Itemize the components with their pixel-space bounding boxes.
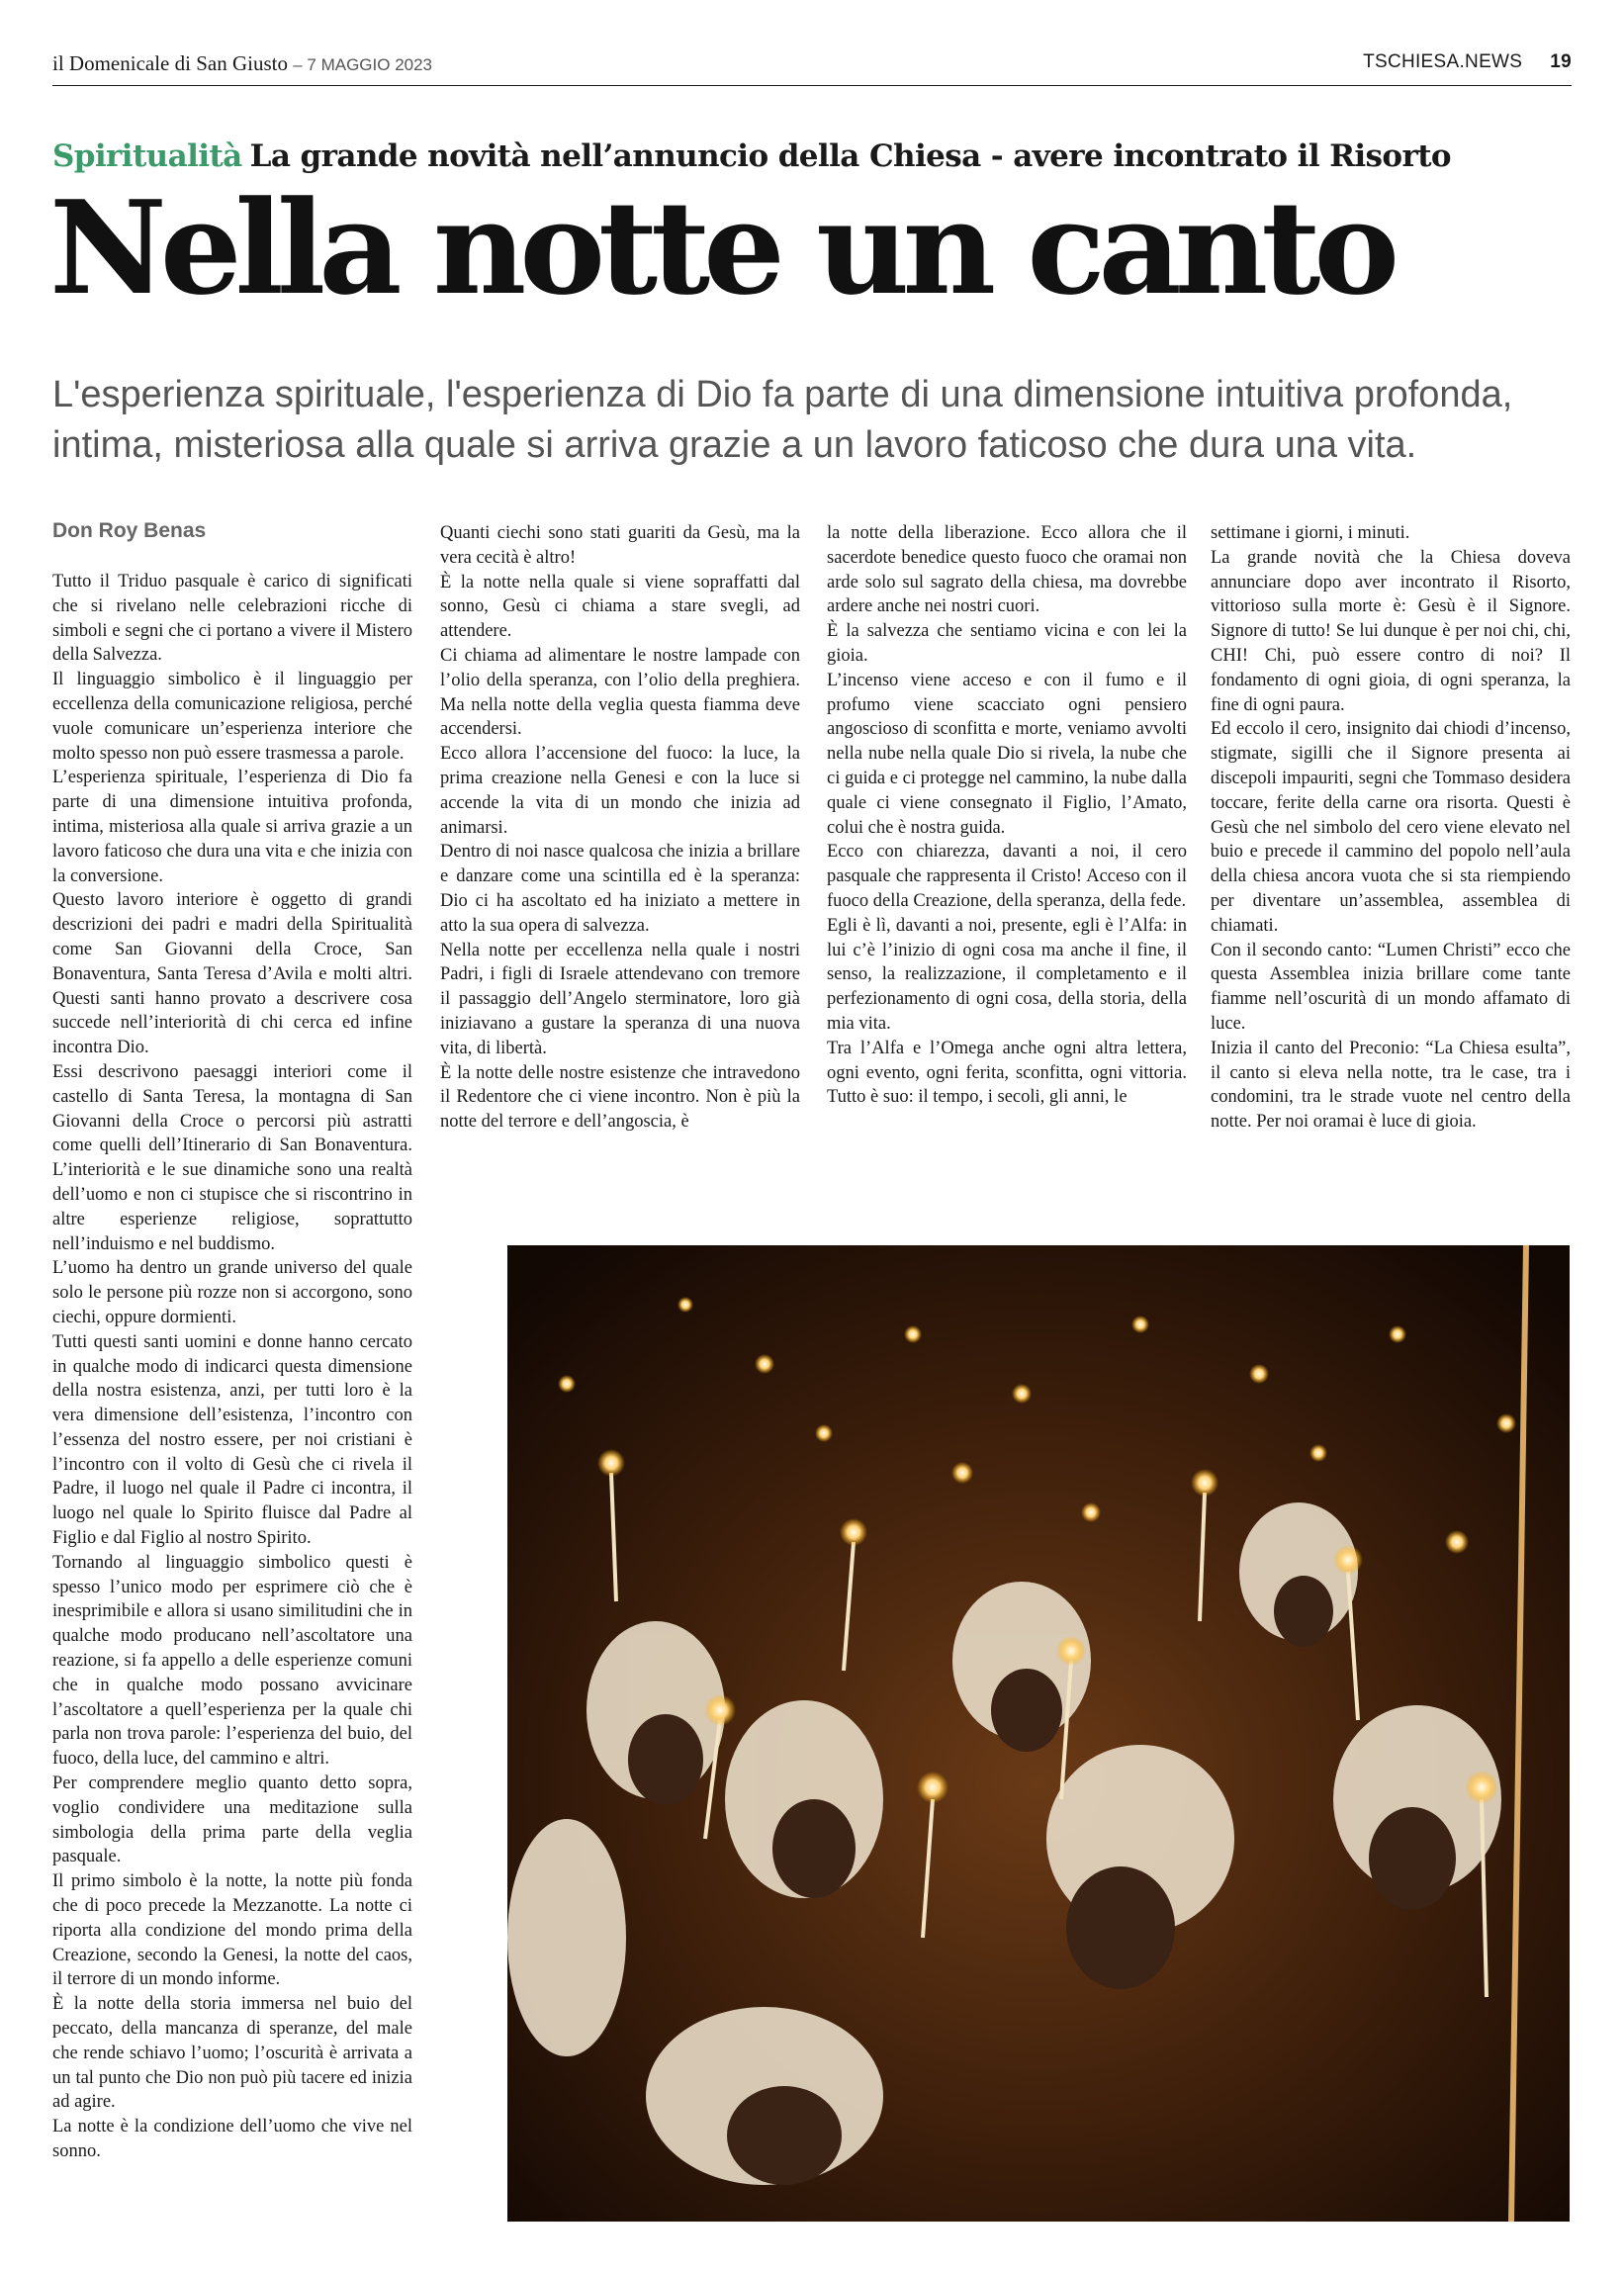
standfirst-line: L'esperienza spirituale, l'esperienza di Dio fa parte di una dimensione intuitiva profonda,	[52, 374, 1513, 415]
section-rubric: Spiritualità	[52, 138, 242, 174]
paragraph: Tutto il Triduo pasquale è carico di significati che si rivelano nelle celebrazioni ricche di simboli e segni che ci portano a vivere il Mistero della Salvezza.	[52, 572, 412, 666]
running-head	[52, 45, 1572, 86]
standfirst-line: intima, misteriosa alla quale si arriva grazie a un lavoro faticoso che dura una vita.	[52, 424, 1417, 466]
text-column-3	[827, 521, 1187, 1110]
paragraph: È la salvezza che sentiamo vicina e con lei la gioia.	[827, 621, 1187, 666]
paragraph: Ci chiama ad alimentare le nostre lampade con l’olio della speranza, con l’olio della preghiera. Ma nella notte della veglia questa fiamma deve accendersi.	[440, 645, 800, 740]
paragraph: È la notte delle nostre esistenze che intravedono il Redentore che ci viene incontro. Non è più la notte del terrore e dell’angoscia, è	[440, 1062, 800, 1133]
paragraph: L’esperienza spirituale, l’esperienza di Dio fa parte di una dimensione intuitiva profonda, intima, misteriosa alla quale si arriva grazie a un lavoro faticoso che dura una vita e che inizia con la conversione.	[52, 768, 412, 886]
candlelight-vigil-photo	[507, 1245, 1570, 2222]
site-name: TSCHIESA.NEWS	[1363, 51, 1523, 72]
paragraph: Per comprendere meglio quanto detto sopra, voglio condividere una meditazione sulla simbologia della prima parte della veglia pasquale.	[52, 1773, 412, 1867]
paragraph: Questo lavoro interiore è oggetto di grandi descrizioni dei padri e madri della Spiritualità come San Giovanni della Croce, San Bonaventura, Santa Teresa d’Avila e molti altri. Questi santi hanno provato a descrivere cosa succede nell’interiorità di chi cerca ed infine incontra Dio.	[52, 890, 412, 1058]
paragraph: L’incenso viene acceso e con il fumo e il profumo viene scacciato ogni pensiero angoscioso di sconfitta e morte, veniamo avvolti nella nube nella quale Dio si rivela, la nube che ci guida e ci protegge nel cammino, la nube dalla quale ci viene consegnato il Figlio, l’Amato, colui che è nostra guida.	[827, 670, 1187, 838]
kicker-text: La grande novità nell’annuncio della Chiesa - avere incontrato il Risorto	[249, 138, 1452, 174]
paragraph: Ecco con chiarezza, davanti a noi, il cero pasquale che rappresenta il Cristo! Acceso con il fuoco della Creazione, della speranza, della fede.	[827, 842, 1187, 911]
issue-date: – 7 MAGGIO 2023	[293, 55, 433, 74]
paragraph: settimane i giorni, i minuti.	[1211, 523, 1410, 543]
paragraph: Il primo simbolo è la notte, la notte più fonda che di poco precede la Mezzanotte. La notte ci riporta alla condizione del mondo prima della Creazione, secondo la Genesi, la notte del caos, il terrore di un mondo informe.	[52, 1871, 412, 1990]
kicker	[52, 138, 1451, 174]
paragraph: Il linguaggio simbolico è il linguaggio per eccellenza della comunicazione religiosa, perché vuole comunicare un’esperienza interiore che molto spesso non può essere trasmessa a parole.	[52, 670, 412, 764]
publication-name: il Domenicale di San Giusto	[52, 51, 288, 75]
paragraph: Quanti ciechi sono stati guariti da Gesù, ma la vera cecità è altro!	[440, 523, 800, 568]
text-column-2	[440, 521, 800, 1135]
standfirst	[52, 370, 1576, 471]
paragraph: Inizia il canto del Preconio: “La Chiesa esulta”, il canto si eleva nella notte, tra le case, tra i condomini, tra le strade vuote nel centro della notte. Per noi oramai è luce di gioia.	[1211, 1038, 1571, 1133]
paragraph: La grande novità che la Chiesa doveva annunciare dopo aver incontrato il Risorto, vittorioso sulla morte è: Gesù è il Signore. Signore di tutto! Se lui dunque è per noi chi, chi, CHI! Chi, può essere contro di noi? Il fondamento di ogni gioia, di ogni speranza, la fine di ogni paura.	[1211, 547, 1571, 715]
paragraph: la notte della liberazione. Ecco allora che il sacerdote benedice questo fuoco che oramai non arde solo sul sagrato della chiesa, ma dovrebbe ardere anche nei nostri cuori.	[827, 523, 1187, 617]
text-column-1	[52, 570, 412, 2164]
byline: Don Roy Benas	[52, 519, 207, 542]
paragraph: Nella notte per eccellenza nella quale i nostri Padri, i figli di Israele attendevano con tremore il passaggio dell’Angelo sterminatore, loro già iniziavano a gustare la speranza di una nuova vita, di libertà.	[440, 940, 800, 1058]
paragraph: Tornando al linguaggio simbolico questi è spesso l’unico modo per esprimere ciò che è inesprimibile e allora si usano similitudini che in qualche modo producano nell’ascoltatore una reazione, si fa appello a delle esperienze comuni che in qualche modo possano avvicinare l’ascoltatore a quell’esperienza per la quale chi parla non trova parole: l’esperienza del buio, del fuoco, della luce, del cammino e altri.	[52, 1552, 412, 1770]
headline: Nella notte un canto	[49, 172, 1394, 323]
text-column-4	[1211, 521, 1571, 1135]
paragraph: Tra l’Alfa e l’Omega anche ogni altra lettera, ogni evento, ogni ferita, sconfitta, ogni vittoria. Tutto è suo: il tempo, i secoli, gli anni, le	[827, 1038, 1187, 1108]
paragraph: Con il secondo canto: “Lumen Christi” ecco che questa Assemblea inizia brillare come tante fiamme nell’oscurità di un mondo affamato di luce.	[1211, 940, 1571, 1034]
paragraph: L’uomo ha dentro un grande universo del quale solo le persone più rozze non si accorgono, sono ciechi, oppure dormienti.	[52, 1258, 412, 1327]
paragraph: La notte è la condizione dell’uomo che vive nel sonno.	[52, 2117, 412, 2161]
paragraph: Egli è lì, davanti a noi, presente, egli è l’Alfa: in lui c’è l’inizio di ogni cosa ma anche il fine, il senso, la realizzazione, il completamento e il perfezionamento di ogni cosa, della storia, della mia vita.	[827, 915, 1187, 1034]
publication-line	[52, 51, 432, 76]
paragraph: Ecco allora l’accensione del fuoco: la luce, la prima creazione nella Genesi e con la luce si accende la vita di un mondo che inizia ad animarsi.	[440, 744, 800, 838]
paragraph: Tutti questi santi uomini e donne hanno cercato in qualche modo di indicarci questa dimensione della nostra esistenza, anzi, per tutti loro è la vera dimensione dell’esistenza, l’incontro con l’essenza del nostro essere, per noi cristiani è l’incontro con il volto di Gesù che ci rivela il Padre, il luogo nel quale il Padre ci incontra, il luogo nel quale lo Spirito fluisce dal Padre al Figlio e dal Figlio al nostro Spirito.	[52, 1331, 412, 1549]
paragraph: È la notte nella quale si viene sopraffatti dal sonno, Gesù ci chiama a stare svegli, ad attendere.	[440, 572, 800, 642]
page-number: 19	[1550, 51, 1572, 72]
paragraph: Dentro di noi nasce qualcosa che inizia a brillare e danzare come una scintilla ed è la speranza: Dio ci ha ascoltato ed ha iniziato a mettere in atto la sua opera di salvezza.	[440, 842, 800, 936]
paragraph: Essi descrivono paesaggi interiori come il castello di Santa Teresa, la montagna di San Giovanni della Croce o percorsi più astratti come quelli dell’Itinerario di San Bonaventura. L’interiorità e le sue dinamiche sono una realtà dell’uomo e non ci stupisce che si riscontrino in altre esperienze religiose, soprattutto nell’induismo e nel buddismo.	[52, 1061, 412, 1254]
paragraph: Ed eccolo il cero, insignito dai chiodi d’incenso, stigmate, sigilli che il Signore presenta ai discepoli impauriti, segni che Tommaso desidera toccare, ferite della carne ora risorta. Questi è Gesù che nel simbolo del cero viene elevato nel buio e precede il cammino del popolo nell’aula della chiesa ancora vuota che si sta riempiendo per diventare un’assemblea, assemblea di chiamati.	[1211, 719, 1571, 936]
site-and-page	[1363, 51, 1572, 73]
paragraph: È la notte della storia immersa nel buio del peccato, della mancanza di speranze, del male che rende schiavo l’uomo; l’oscurità è arrivata a un tal punto che Dio non può più tacere ed inizia ad agire.	[52, 1994, 412, 2113]
